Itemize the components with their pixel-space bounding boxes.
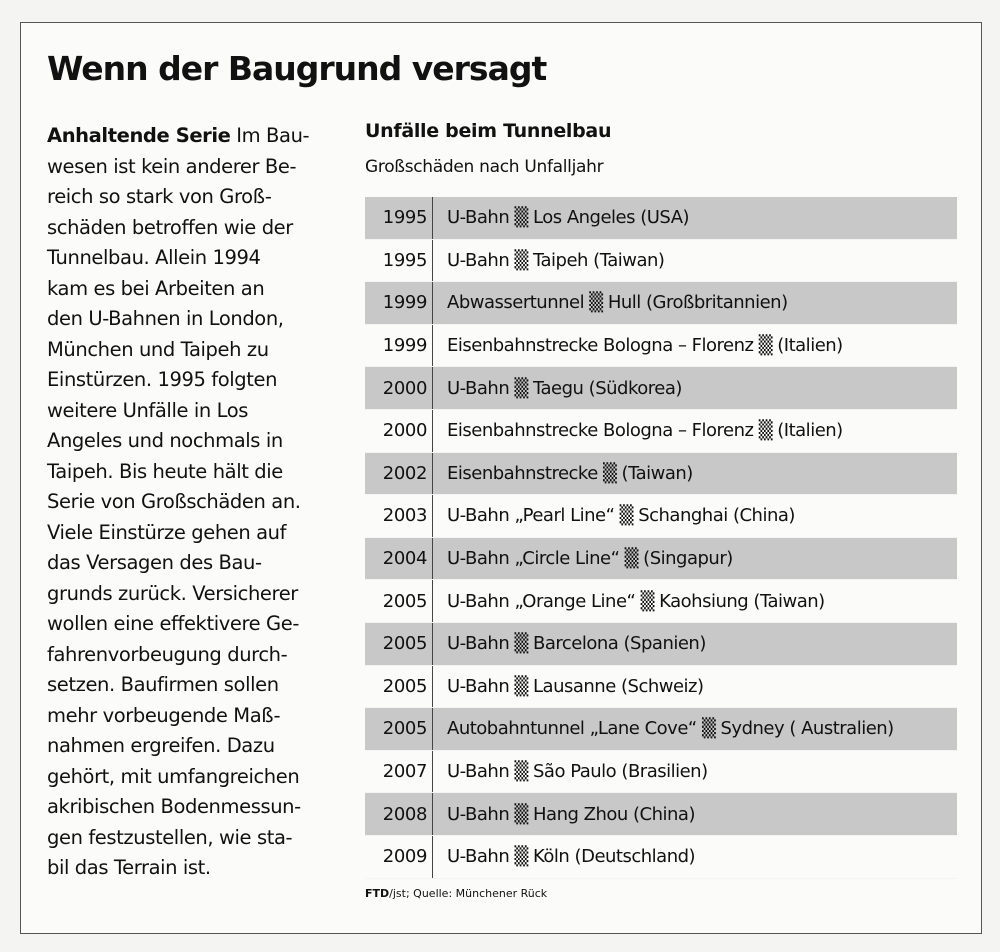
body-lead: Anhaltende Serie: [47, 124, 231, 147]
body-line: bil das Terrain ist.: [47, 856, 211, 879]
row-year: 1999: [365, 282, 433, 324]
body-line: Im Bau-: [230, 124, 310, 147]
body-line: Taipeh. Bis heute hält die: [47, 459, 283, 483]
row-year: 1999: [365, 325, 433, 367]
body-line: mehr vorbeugende Maß-: [47, 703, 281, 727]
row-description: Eisenbahnstrecke Bologna – Florenz ▒ (Italien): [447, 420, 843, 442]
table-row: [365, 751, 957, 794]
body-line: schäden betroffen wie der: [47, 215, 293, 239]
article-body: [47, 121, 347, 884]
body-line: Serie von Großschäden an.: [47, 490, 301, 513]
table-subtitle: Großschäden nach Unfalljahr: [365, 157, 604, 177]
table-row: [365, 793, 957, 836]
table-row: [365, 325, 957, 368]
table-row: [365, 623, 957, 666]
row-description: U-Bahn „Circle Line“ ▒ (Singapur): [447, 548, 733, 570]
row-description: U-Bahn ▒ Hang Zhou (China): [447, 803, 695, 825]
article-frame: [20, 22, 982, 934]
accident-table: [365, 197, 957, 879]
row-description: U-Bahn „Orange Line“ ▒ Kaohsiung (Taiwan): [447, 590, 825, 612]
source-credit: [365, 887, 547, 900]
table-row: [365, 708, 957, 751]
table-title: Unfälle beim Tunnelbau: [365, 120, 612, 142]
row-description: U-Bahn „Pearl Line“ ▒ Schanghai (China): [447, 505, 795, 527]
row-description: Eisenbahnstrecke ▒ (Taiwan): [447, 462, 693, 484]
table-row: [365, 453, 957, 496]
table-row: [365, 197, 957, 240]
row-description: U-Bahn ▒ Barcelona (Spanien): [447, 633, 706, 655]
body-line: akribischen Bodenmessun-: [47, 795, 301, 818]
body-line: gen festzustellen, wie sta-: [47, 825, 293, 849]
row-year: 2008: [365, 793, 433, 835]
body-line: nahmen ergreifen. Dazu: [47, 734, 275, 757]
body-line: München und Taipeh zu: [47, 337, 269, 361]
row-description: U-Bahn ▒ Lausanne (Schweiz): [447, 675, 704, 697]
row-year: 2005: [365, 666, 433, 708]
body-line: wollen eine effektivere Ge-: [47, 612, 299, 635]
body-line: den U-Bahnen in London,: [47, 307, 284, 330]
body-line: reich so stark von Groß-: [47, 185, 272, 208]
row-description: U-Bahn ▒ Taegu (Südkorea): [447, 377, 682, 399]
table-row: [365, 836, 957, 879]
row-description: Autobahntunnel „Lane Cove“ ▒ Sydney ( Australien): [447, 718, 894, 740]
row-description: U-Bahn ▒ Taipeh (Taiwan): [447, 249, 665, 271]
body-line: fahrenvorbeugung durch-: [47, 642, 288, 666]
headline: Wenn der Baugrund versagt: [47, 49, 547, 88]
table-row: [365, 240, 957, 283]
row-description: Abwassertunnel ▒ Hull (Großbritannien): [447, 292, 788, 314]
row-year: 2005: [365, 708, 433, 750]
row-year: 2004: [365, 538, 433, 580]
source-text: /jst; Quelle: Münchener Rück: [389, 887, 548, 900]
row-year: 2000: [365, 410, 433, 452]
row-year: 2005: [365, 623, 433, 665]
body-first-line: [47, 121, 347, 152]
table-row: [365, 538, 957, 581]
row-description: U-Bahn ▒ Köln (Deutschland): [447, 846, 696, 868]
body-line: setzen. Baufirmen sollen: [47, 673, 279, 696]
body-line: gehört, mit umfangreichen: [47, 764, 300, 788]
row-year: 2000: [365, 367, 433, 409]
row-description: U-Bahn ▒ Los Angeles (USA): [447, 207, 690, 229]
row-year: 2002: [365, 453, 433, 495]
body-line: wesen ist kein anderer Be-: [47, 154, 297, 178]
row-year: 1995: [365, 197, 433, 239]
body-line: grunds zurück. Versicherer: [47, 581, 298, 605]
row-year: 2005: [365, 580, 433, 622]
body-line: Einstürzen. 1995 folgten: [47, 368, 278, 391]
row-year: 2007: [365, 751, 433, 793]
table-row: [365, 367, 957, 410]
row-year: 1995: [365, 240, 433, 282]
body-line: das Versagen des Bau-: [47, 551, 262, 574]
row-description: U-Bahn ▒ São Paulo (Brasilien): [447, 761, 708, 783]
body-line: weitere Unfälle in Los: [47, 398, 249, 422]
table-row: [365, 410, 957, 453]
table-row: [365, 580, 957, 623]
row-year: 2003: [365, 495, 433, 537]
table-row: [365, 282, 957, 325]
source-agency: FTD: [365, 887, 390, 900]
body-line: kam es bei Arbeiten an: [47, 276, 265, 300]
table-row: [365, 666, 957, 709]
body-line: Angeles und nochmals in: [47, 429, 283, 452]
body-line: Viele Einstürze gehen auf: [47, 520, 287, 544]
row-description: Eisenbahnstrecke Bologna – Florenz ▒ (Italien): [447, 335, 843, 357]
body-line: Tunnelbau. Allein 1994: [47, 246, 261, 269]
table-row: [365, 495, 957, 538]
row-year: 2009: [365, 836, 433, 878]
